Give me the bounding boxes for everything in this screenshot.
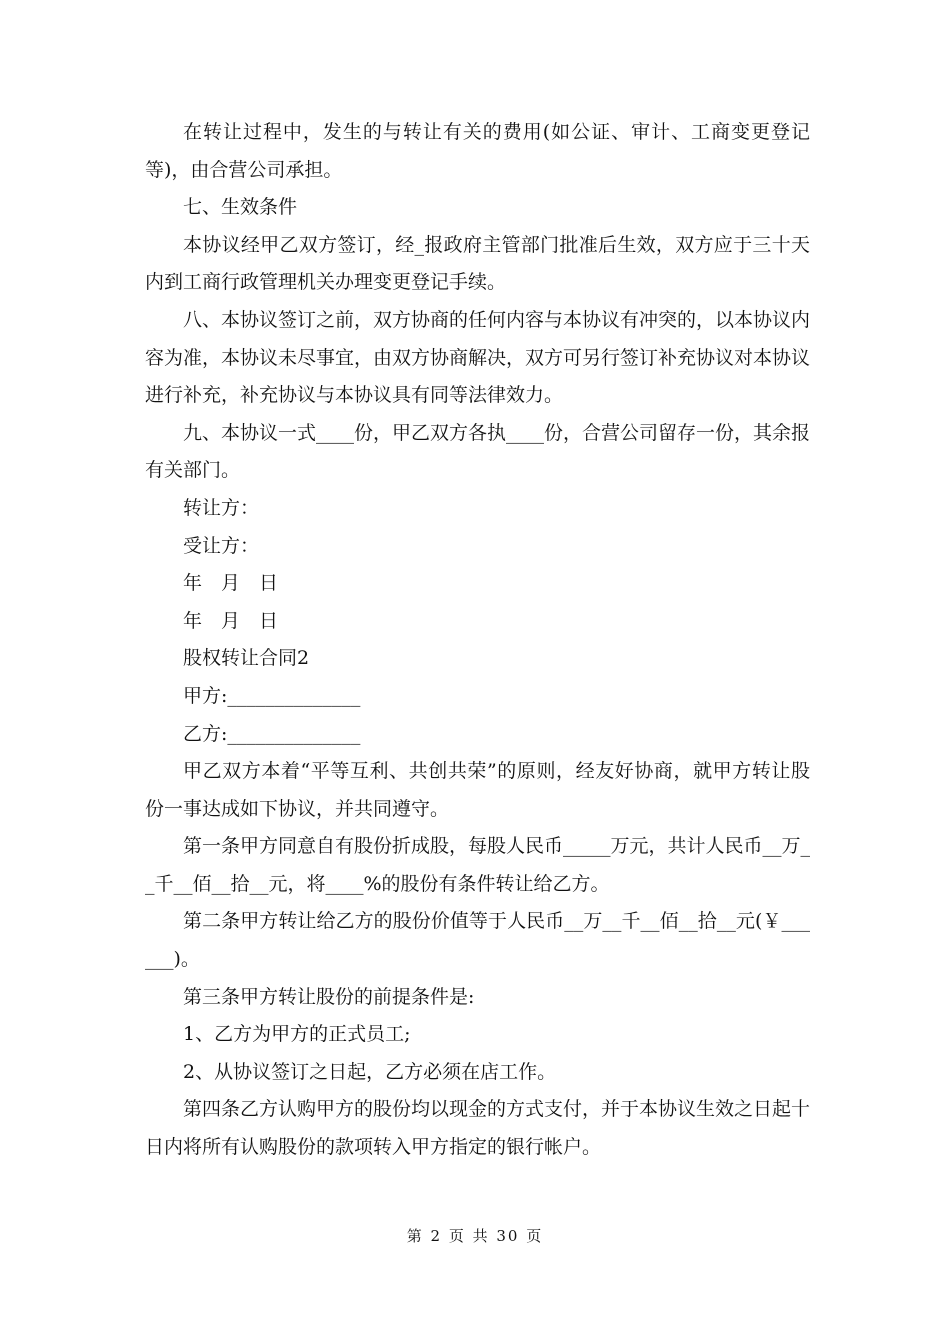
- article-2: 第二条甲方转让给乙方的股份价值等于人民币__万__千__佰__拾__元(￥______)。: [145, 910, 810, 971]
- paragraph-effect: 本协议经甲乙双方签订，经_报政府主管部门批准后生效，双方应于三十天内到工商行政管理机关办理变更登记手续。: [145, 233, 810, 294]
- document-page: [145, 114, 810, 1167]
- article-3: 第三条甲方转让股份的前提条件是:: [183, 985, 475, 1008]
- paragraph-principle: 甲乙双方本着“平等互利、共创共荣”的原则，经友好协商，就甲方转让股份一事达成如下协议，并共同遵守。: [145, 760, 810, 820]
- article-1: 第一条甲方同意自有股份折成股，每股人民币_____万元，共计人民币__万__千__佰__拾__元，将____%的股份有条件转让给乙方。: [145, 835, 811, 895]
- paragraph-fees: 在转让过程中，发生的与转让有关的费用(如公证、审计、工商变更登记等)，由合营公司承担。: [145, 121, 810, 181]
- date-line-2: 年 月 日: [183, 609, 279, 632]
- article-3-item-1: 1、乙方为甲方的正式员工;: [183, 1023, 411, 1046]
- transferee-label: 受让方：: [183, 534, 260, 557]
- contract-title: 股权转让合同2: [183, 647, 310, 670]
- transferor-label: 转让方：: [183, 496, 260, 519]
- article-3-item-2: 2、从协议签订之日起，乙方必须在店工作。: [183, 1060, 557, 1083]
- section-heading-effect: 七、生效条件: [183, 196, 298, 219]
- paragraph-copies: 九、本协议一式____份，甲乙双方各执____份，合营公司留存一份，其余报有关部门。: [145, 421, 811, 482]
- page-footer: 第 2 页 共 30 页: [406, 1227, 544, 1245]
- paragraph-conflict: 八、本协议签订之前，双方协商的任何内容与本协议有冲突的，以本协议内容为准，本协议未尽事宜，由双方协商解决，双方可另行签订补充协议对本协议进行补充，补充协议与本协议具有同等法律效力。: [145, 308, 811, 407]
- article-4: 第四条乙方认购甲方的股份均以现金的方式支付，并于本协议生效之日起十日内将所有认购股份的款项转入甲方指定的银行帐户。: [145, 1098, 811, 1159]
- date-line-1: 年 月 日: [183, 572, 279, 595]
- party-a-line: 甲方:______________: [183, 684, 361, 707]
- party-b-line: 乙方:______________: [183, 722, 361, 745]
